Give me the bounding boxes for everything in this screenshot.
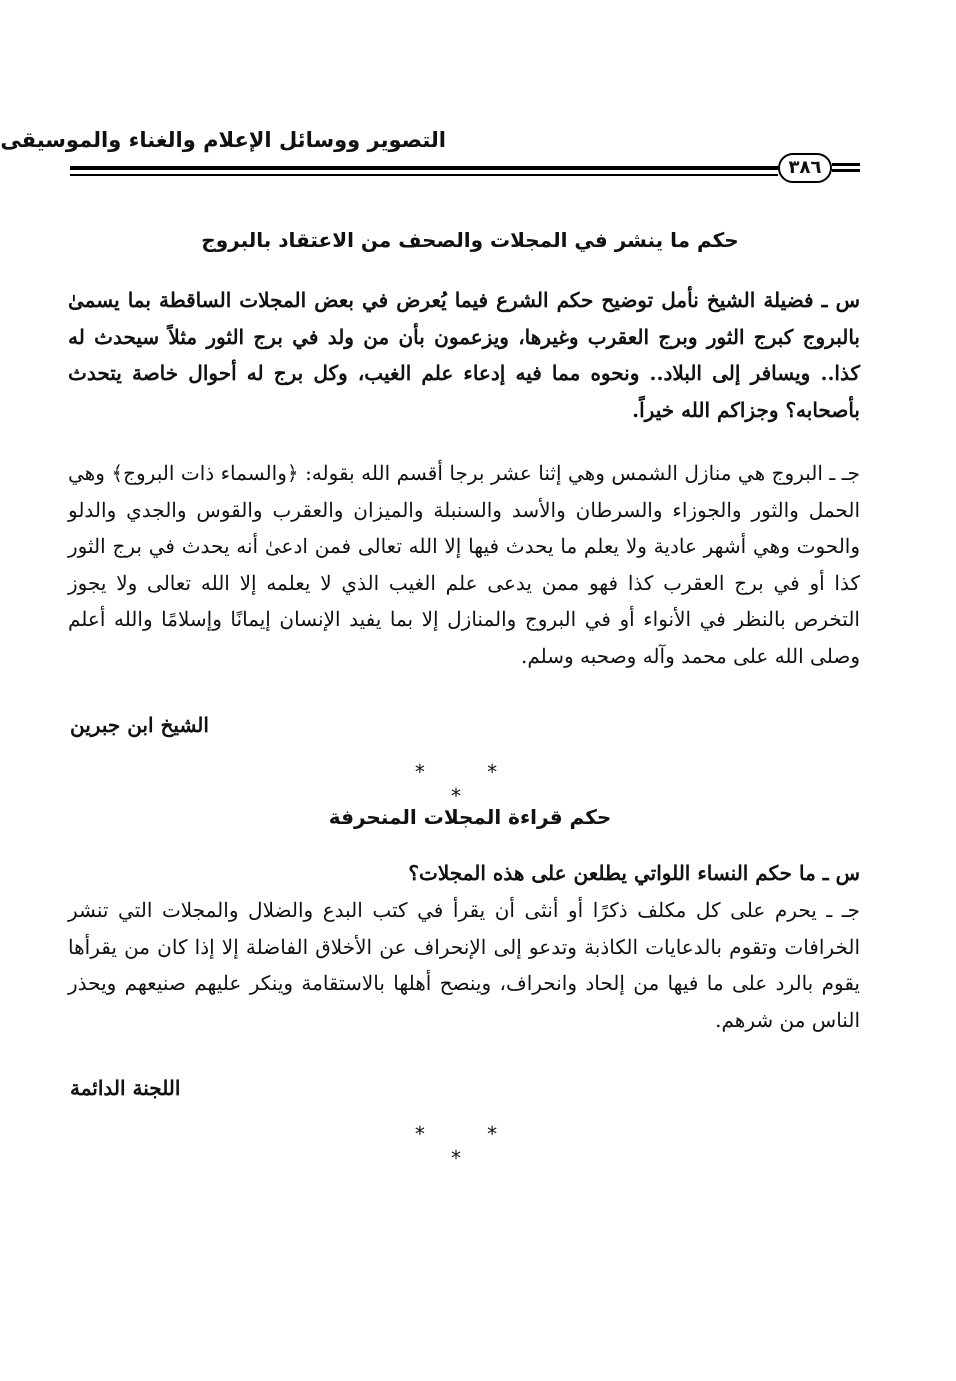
separator-stars-1: * * *	[414, 760, 526, 808]
section-1-signature: الشيخ ابن جبرين	[70, 713, 209, 737]
header-rule-thick	[70, 166, 778, 170]
section-1-title: حكم ما ينشر في المجلات والصحف من الاعتقاد بالبروج	[201, 228, 739, 252]
section-1-question: س ـ فضيلة الشيخ نأمل توضيح حكم الشرع فيما يُعرض في بعض المجلات الساقطة بما يسمىٰ بالبروج كبرج الثور وبرج العقرب وغيرها، ويزعمون بأن من ولد في برج الثور مثلاً سيحدث له كذا.. ويسافر إلى البلاد.. ونحوه مما فيه إدعاء علم الغيب، وكل برج له أحوال خاصة يتحدث بأصحابه؟ وجزاكم الله خيراً.	[68, 288, 860, 422]
header-rule-thin	[70, 174, 778, 176]
section-2-title: حكم قراءة المجلات المنحرفة	[328, 805, 612, 829]
header-rule-right-top	[832, 163, 860, 166]
running-header-title: التصوير ووسائل الإعلام والغناء والموسيقى	[0, 128, 446, 152]
section-2-question: س ـ ما حكم النساء اللواتي يطلعن على هذه المجلات؟	[408, 861, 860, 885]
section-2-answer: جـ ـ يحرم على كل مكلف ذكرًا أو أنثى أن يقرأ في كتب البدع والضلال والمجلات التي تنشر الخرافات وتقوم بالدعايات الكاذبة وتدعو إلى الإنحراف عن الأخلاق الفاضلة إلا إذا كان من يقرأها يقوم بالرد على ما فيها من إلحاد وانحراف، وينصح أهلها بالاستقامة وينكر عليهم صنيعهم ويحذر الناس من شرهم.	[68, 898, 860, 1032]
section-1-answer: جـ ـ البروج هي منازل الشمس وهي إثنا عشر برجا أقسم الله بقوله: ﴿والسماء ذات البروج﴾ وهي الحمل والثور والجوزاء والسرطان والأسد والسنبلة والميزان والعقرب والقوس والجدي والدلو والحوت وهي أشهر عادية ولا يعلم ما يحدث فيها إلا الله تعالى فمن ادعىٰ أنه يحدث في برج الثور كذا أو في برج العقرب كذا فهو ممن يدعى علم الغيب الذي لا يعلمه إلا الله تعالى ولا يجوز التخرص بالنظر في الأنواء أو في البروج والمنازل إلا بما يفيد الإنسان إيمانًا وإسلامًا والله أعلم وصلى الله على محمد وآله وصحبه وسلم.	[68, 461, 860, 668]
header-rule-right-bottom	[832, 169, 860, 172]
page-number: ٣٨٦	[778, 153, 832, 183]
separator-stars-2: * * *	[414, 1122, 526, 1170]
section-2-signature: اللجنة الدائمة	[70, 1076, 181, 1100]
